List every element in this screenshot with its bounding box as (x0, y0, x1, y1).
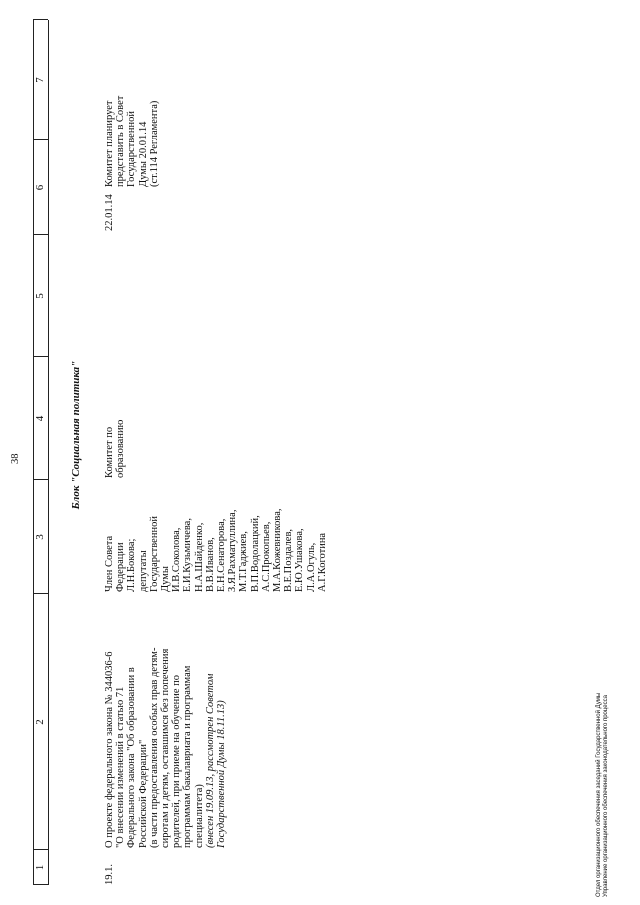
bill-authors (104, 508, 328, 592)
author-line: М.Т.Гаджиев, (238, 531, 250, 592)
page-number: 38 (10, 453, 21, 464)
footer-line: Отдел организационного обеспечения заседаний Государственной Думы (596, 692, 602, 897)
plan-line: Комитет планирует (104, 100, 115, 187)
author-line: Федерации (115, 542, 127, 592)
consideration-date: 22.01.14 (104, 194, 115, 231)
header-top-rule (33, 20, 34, 885)
author-line: В.Е.Поздалев, (283, 528, 295, 592)
description-line: Российской Федерации" (137, 739, 149, 848)
plan-line: (ст.114 Регламента) (148, 100, 160, 187)
description-line: О проекте федерального закона № 344036-6 (104, 651, 115, 848)
column-header-3: 3 (34, 534, 46, 540)
description-line: программам бакалавриата и программам (182, 665, 194, 848)
plan-line: Думы 20.01.14 (137, 121, 149, 187)
description-line: Федерального закона "Об образовании в (126, 667, 138, 848)
description-line: (в части предоставления особых прав детям- (148, 647, 160, 848)
column-header-7: 7 (34, 77, 46, 83)
submission-note-line: (внесен 19.09.13, рассмотрен Советом (204, 673, 216, 848)
description-line: родителей, при приеме на обучение по (171, 674, 183, 848)
description-line: специалитета) (193, 784, 205, 848)
committee-line: Комитет по (104, 426, 115, 478)
column-header-1: 1 (34, 864, 46, 871)
author-line: В.В.Иванов, (204, 537, 216, 592)
committee-line: образованию (115, 419, 127, 478)
author-line: Н.А.Шайденко, (193, 522, 205, 592)
submission-note-line: Государственной Думы 18.11.13) (216, 700, 228, 848)
author-line: А.С.Прокопьев, (260, 521, 272, 592)
author-line: З.Я.Рахматуллина, (227, 509, 239, 592)
plan-line: представить в Совет (115, 95, 127, 187)
author-line: Л.А.Огуль, (305, 542, 317, 592)
row-number: 19.1. (104, 864, 115, 885)
author-line: Е.Ю.Ушакова, (294, 528, 306, 592)
committee-plan (104, 96, 160, 187)
author-line: М.А.Кожевникова, (272, 508, 284, 592)
author-line: В.П.Водолацкий, (249, 515, 261, 592)
author-line: Е.И.Кузьмичева, (182, 518, 194, 592)
author-line: Государственной (148, 516, 160, 592)
page-footer (596, 693, 610, 897)
author-line: А.Г.Коготина (316, 532, 328, 592)
footer-line: Управление организационного обеспечения законодательного процесса (603, 695, 609, 897)
header-bottom-rule (48, 20, 49, 885)
column-header-5: 5 (34, 293, 46, 299)
block-title: Блок "Социальная политика" (70, 360, 82, 510)
column-header-4: 4 (34, 415, 46, 422)
bill-description (104, 648, 227, 848)
description-line: "О внесении изменений в статью 71 (115, 686, 127, 848)
author-line: Думы (160, 566, 172, 592)
author-line: Член Совета (104, 535, 115, 592)
column-header-6: 6 (34, 184, 46, 191)
description-line: сиротам и детям, оставшимся без попечения (160, 648, 172, 848)
plan-line: Государственной (126, 111, 138, 187)
author-line: Л.Н.Бокова; (126, 538, 138, 592)
responsible-committee (104, 420, 126, 478)
column-header-2: 2 (34, 719, 46, 725)
author-line: депутаты (137, 550, 149, 592)
author-line: И.В.Соколова, (171, 527, 183, 592)
author-line: Е.Н.Сенаторова, (216, 518, 228, 592)
